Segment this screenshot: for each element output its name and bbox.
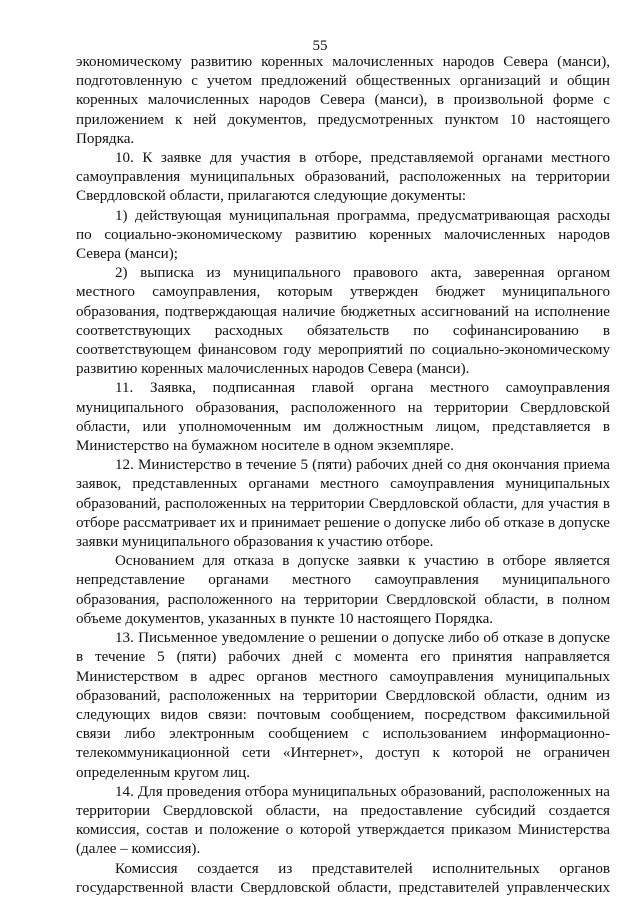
paragraph-item-13: 13. Письменное уведомление о решении о допуске либо об отказе в допуске в течение 5 (пяти) рабочих дней с момента его принятия направляется Министерством в адрес органов местного самоуправления муниципальных образований, расположенных на территории Свердловской области, одним из следующих видов связи: почтовым сообщением, посредством факсимильной связи либо электронным сообщением с использованием информационно-телекоммуникационной сети «Интернет», доступ к которой не ограничен определенным кругом лиц. bbox=[76, 630, 610, 781]
paragraph-refusal-grounds: Основанием для отказа в допуске заявки к участию в отборе является непредставление органами местного самоуправления муниципального образования, расположенного на территории Свердловской области, в полном объеме документов, указанных в пункте 10 настоящего Порядка. bbox=[76, 553, 610, 627]
paragraph-item-14: 14. Для проведения отбора муниципальных образований, расположенных на территории Свердловской области, на предоставление субсидий создается комиссия, состав и положение о которой утверждается приказом Министерства (далее – комиссия). bbox=[76, 783, 610, 858]
paragraph-continuation: экономическому развитию коренных малочисленных народов Севера (манси), подготовленную с учетом предложений общественных организаций и общин коренных малочисленных народов Севера (манси), в произвольной форме с приложением к ней документов, предусмотренных пунктом 10 настоящего Порядка. bbox=[76, 54, 610, 147]
document-body bbox=[76, 53, 610, 898]
paragraph-item-10-1: 1) действующая муниципальная программа, предусматривающая расходы по социально-экономическому развитию коренных малочисленных народов Севера (манси); bbox=[76, 207, 610, 263]
paragraph-item-11: 11. Заявка, подписанная главой органа местного самоуправления муниципального образования, расположенного на территории Свердловской области, или уполномоченным им должностным лицом, представляется в Министерство на бумажном носителе в одном экземпляре. bbox=[76, 380, 610, 455]
page-number: 55 bbox=[312, 38, 328, 54]
paragraph-item-10: 10. К заявке для участия в отборе, представляемой органами местного самоуправления муниципальных образований, расположенных на территории Свердловской области, прилагаются следующие документы: bbox=[76, 150, 610, 205]
paragraph-commission: Комиссия создается из представителей исполнительных органов государственной власти Свердловской области, представителей управленческих bbox=[76, 860, 610, 896]
paragraph-item-10-2: 2) выписка из муниципального правового акта, заверенная органом местного самоуправления, которым утвержден бюджет муниципального образования, подтверждающая наличие бюджетных ассигнований на исполнение соответствующих расходных обязательств по софинансированию в соответствующем финансовом году мероприятий по социально-экономическому развитию коренных малочисленных народов Севера (манси). bbox=[76, 265, 610, 378]
paragraph-item-12: 12. Министерство в течение 5 (пяти) рабочих дней со дня окончания приема заявок, представленных органами местного самоуправления муниципальных образований, расположенных на территории Свердловской области, для участия в отборе рассматривает их и принимает решение о допуске либо об отказе в допуске заявки муниципального образования к участию отборе. bbox=[76, 457, 610, 551]
